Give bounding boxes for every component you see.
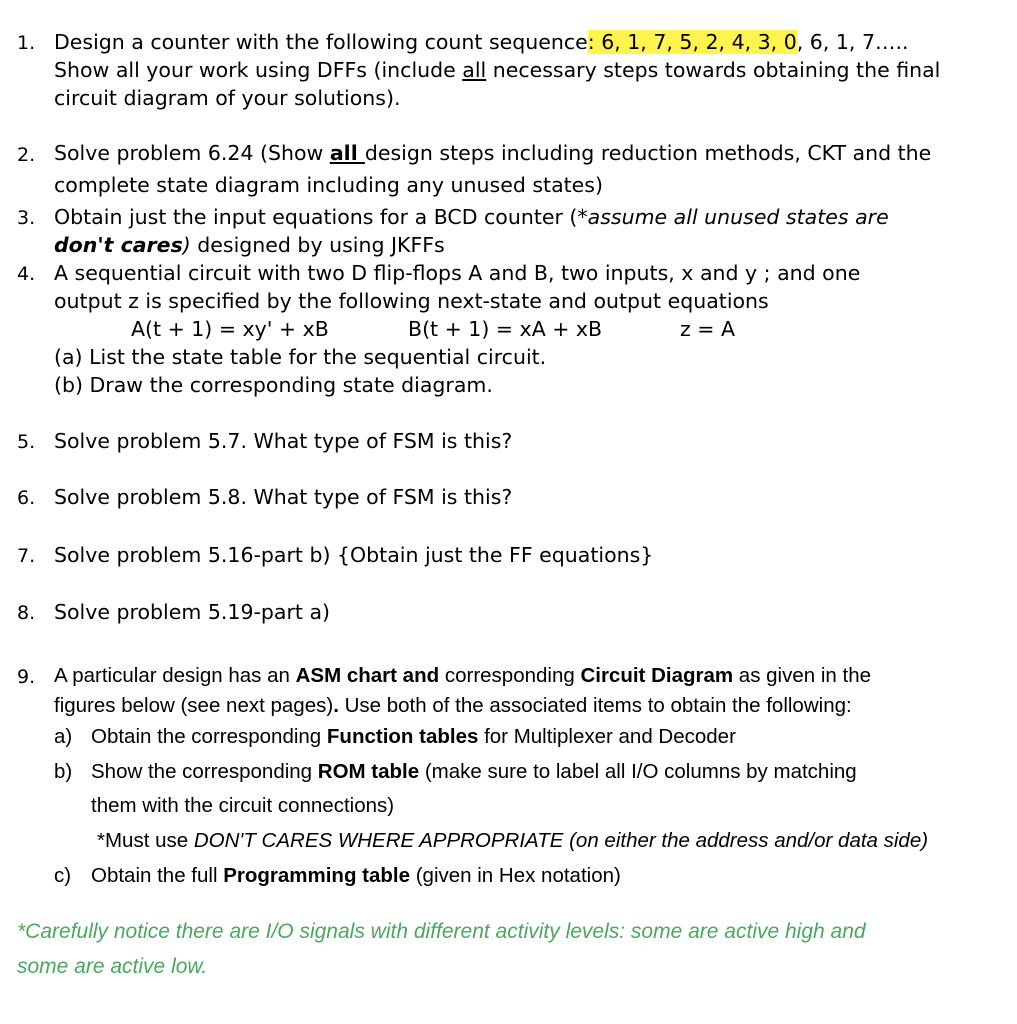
item-9c-label: c) xyxy=(54,864,72,887)
item-9b-line-2: them with the circuit connections) xyxy=(91,794,395,817)
item-9b-text: Show the corresponding ROM table (make sure to label all I/O columns by matching xyxy=(91,760,857,783)
item-6-text: Solve problem 5.8. What type of FSM is this? xyxy=(54,485,513,509)
equation-b: B(t + 1) = xA + xB xyxy=(408,317,603,341)
item-9b-label: b) xyxy=(54,760,73,783)
item-4-part-a: (a) List the state table for the sequential circuit. xyxy=(54,345,547,369)
item-9-line-1: A particular design has an ASM chart and corresponding Circuit Diagram as given in the xyxy=(54,664,872,687)
highlighted-sequence: : 6, 1, 7, 5, 2, 4, 3, 0 xyxy=(587,30,797,54)
item-1-line-2: Show all your work using DFFs (include all necessary steps towards obtaining the final xyxy=(54,58,941,82)
item-5-number: 5. xyxy=(17,431,36,453)
item-8-text: Solve problem 5.19-part a) xyxy=(54,600,331,624)
item-8-number: 8. xyxy=(17,602,36,624)
item-2-line-1: Solve problem 6.24 (Show all design steps including reduction methods, CKT and the xyxy=(54,141,932,165)
item-7-number: 7. xyxy=(17,545,36,567)
item-9b-line-3: *Must use DON'T CARES WHERE APPROPRIATE (on either the address and/or data side) xyxy=(97,829,929,852)
equation-a: A(t + 1) = xy' + xB xyxy=(131,317,329,341)
item-5-text: Solve problem 5.7. What type of FSM is this? xyxy=(54,429,513,453)
item-2-line-2: complete state diagram including any unused states) xyxy=(54,173,603,197)
item-9-number: 9. xyxy=(17,666,36,688)
item-4-line-2: output z is specified by the following next-state and output equations xyxy=(54,289,769,313)
item-1-line-1: Design a counter with the following count sequence: 6, 1, 7, 5, 2, 4, 3, 0, 6, 1, 7….. xyxy=(54,30,909,54)
item-6-number: 6. xyxy=(17,487,36,509)
equation-z: z = A xyxy=(680,317,735,341)
item-1-number: 1. xyxy=(17,32,36,54)
item-1-line-3: circuit diagram of your solutions). xyxy=(54,86,401,110)
item-7-text: Solve problem 5.16-part b) {Obtain just the FF equations} xyxy=(54,543,654,567)
item-9c-text: Obtain the full Programming table (given in Hex notation) xyxy=(91,864,621,887)
item-3-line-1: Obtain just the input equations for a BCD counter (*assume all unused states are xyxy=(54,205,889,229)
note-line-1: *Carefully notice there are I/O signals with different activity levels: some are active high and xyxy=(17,920,866,943)
item-4-part-b: (b) Draw the corresponding state diagram. xyxy=(54,373,493,397)
note-line-2: some are active low. xyxy=(17,955,208,978)
item-9-line-2: figures below (see next pages). Use both of the associated items to obtain the following: xyxy=(54,694,852,717)
item-2-number: 2. xyxy=(17,144,36,166)
item-9a-text: Obtain the corresponding Function tables for Multiplexer and Decoder xyxy=(91,725,736,748)
item-3-number: 3. xyxy=(17,207,36,229)
item-4-line-1: A sequential circuit with two D flip-flops A and B, two inputs, x and y ; and one xyxy=(54,261,861,285)
item-3-line-2: don't cares) designed by using JKFFs xyxy=(54,233,445,257)
item-4-number: 4. xyxy=(17,263,36,285)
item-9a-label: a) xyxy=(54,725,73,748)
